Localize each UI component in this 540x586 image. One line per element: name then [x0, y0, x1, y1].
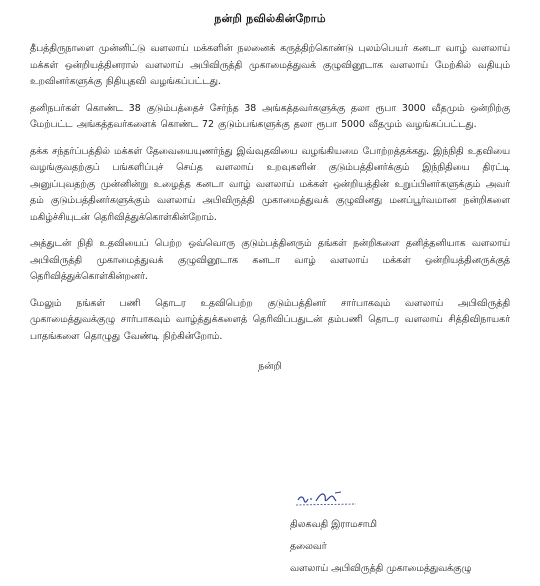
- document-title: நன்றி நவில்கின்றோம்: [214, 12, 326, 25]
- signatory-name: திலகவதி இராமசாமி: [290, 519, 377, 530]
- paragraph-family-thanks: அத்துடன் நிதி உதவியைப் பெற்ற ஒவ்வொரு குடும்பத்தினரும் தங்கள் நன்றிகளை தனித்தனியாக வளலாய் அபிவிருத்தி முகாமைத்துவக் குழுவினூடாக கனடா வாழ் வளலாய் மக்கள் ஒன்றியத்தினருக்குத் தெரிவித்துக்கொள்கின்றனர்.: [30, 238, 510, 282]
- paragraph-blessings: மேலும் நங்கள் பணி தொடர உதவிபெற்ற குடும்பத்தினர் சார்பாகவும் வளலாய் அபிவிருத்தி முகாமைத்துவக்குழு சார்பாகவும் வாழ்த்துக்களைத் தெரிவிப்பதுடன் தம்பணி தொடர வளலாய் சித்திவிநாயகர் பாதங்களை தொழுது வேண்டி நிற்கின்றோம்.: [30, 297, 510, 342]
- signatory-organization: வளலாய் அபிவிருத்தி முகாமைத்துவக்குழு: [290, 563, 472, 574]
- signature-block: [290, 484, 530, 580]
- closing-thanks: நன்றி: [258, 361, 282, 372]
- paragraph-funding-amounts: தனிநபர்கள் கொண்ட 38 குடும்பத்தைச் சேர்ந்த 38 அங்கத்தவர்களுக்கு தலா ரூபா 3000 வீதமும் ஒன்றிற்கு மேற்பட்ட அங்கத்தவர்களைக் கொண்ட 72 குடும்பங்களுக்கு தலா ரூபா 5000 வீதமும் வழங்கப்பட்டது.: [30, 102, 510, 130]
- handwritten-signature: [294, 484, 364, 510]
- paragraph-thanks-contributors: தக்க சந்தர்ப்பத்தில் மக்கள் தேவையையுணர்ந்து இவ்வுதவியை வழங்கியமை போற்றத்தக்கது. இந்நிதி உதவியை வழங்குவதற்குப் பங்களிப்புச் செய்த வளலாய் உறவுகளின் குடும்பத்தினர்க்கும் இந்நிதியை திரட்டி அனுப்புவதற்கு முன்னின்று உழைத்த கனடா வாழ் வளலாய் மக்கள் ஒன்றியத்தின் உறுப்பினர்களுக்கும் அவர் தம் குடும்பத்தினர்களுக்கும் வளலாய் அபிவிருத்தி முகாமைத்துவக் குழுவினது மனப்பூர்வமான நன்றிகளை மகிழ்ச்சியுடன் தெரிவித்துக்கொள்கின்றோம்.: [30, 145, 510, 223]
- paragraph-funding-intro: தீபத்திருநாளை முன்னிட்டு வளலாய் மக்களின் நலனைக் கருத்திற்கொண்டு புலம்பெயர் கனடா வாழ் வளலாய் மக்கள் ஒன்றியத்தினரால் வளலாய் அபிவிருத்தி முகாமைத்துவக் குழுவினூடாக வளலாய் மேற்கில் வதியும் உறவினர்களுக்கு நிதியுதவி வழங்கப்பட்டது.: [30, 43, 510, 87]
- signatory-role: தலைவர்: [290, 541, 327, 552]
